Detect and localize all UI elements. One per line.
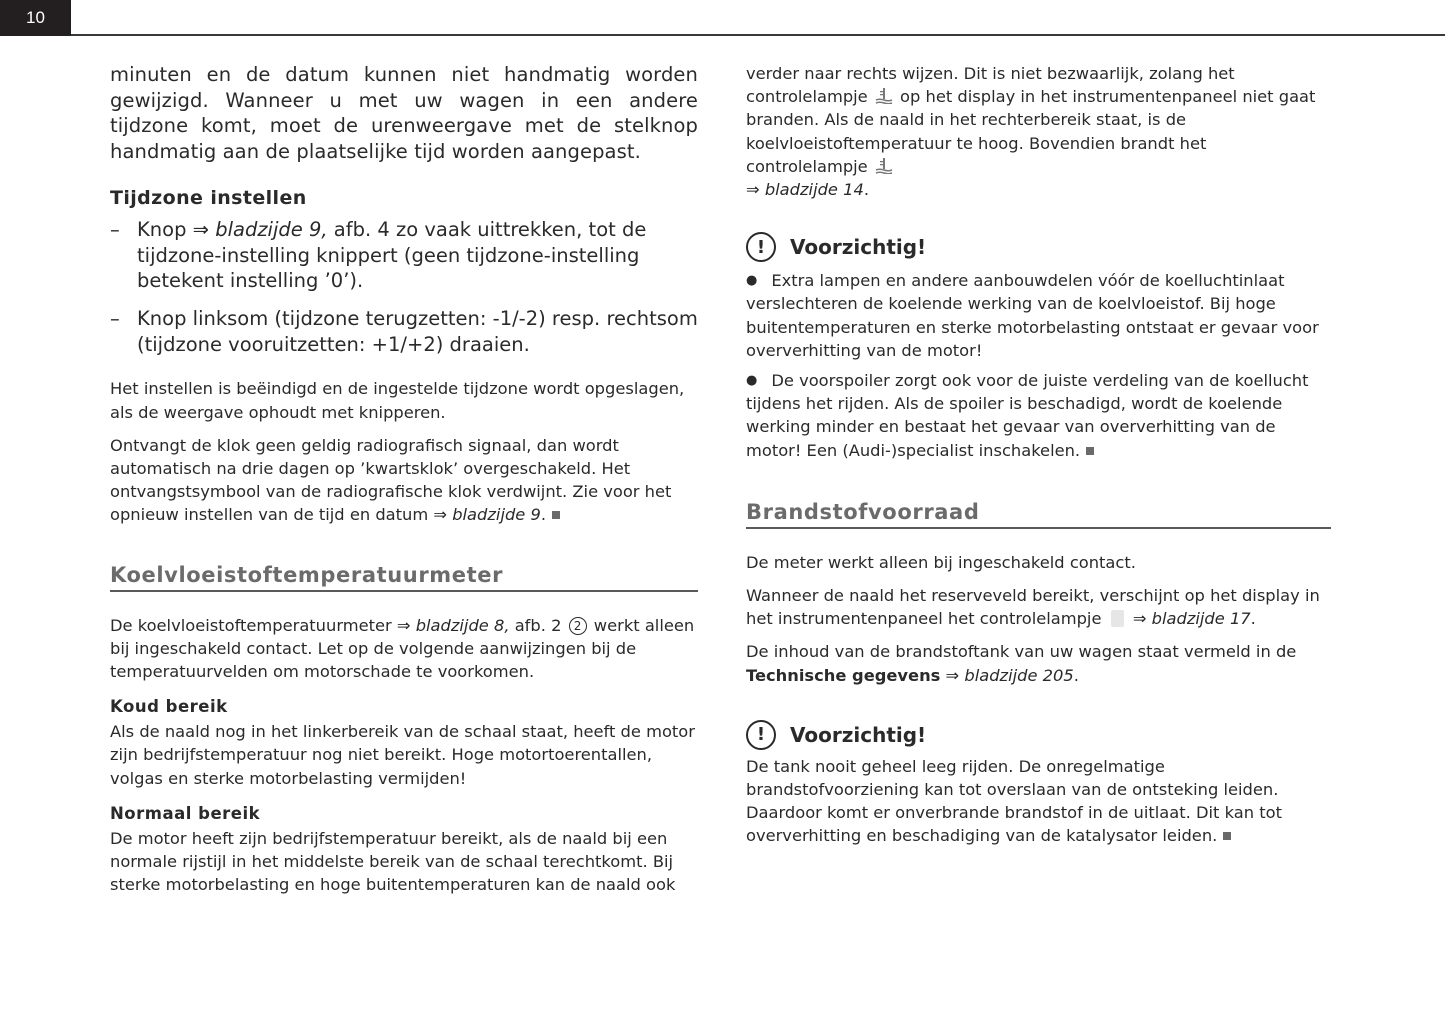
- page-header-rule: [0, 0, 1445, 36]
- section-heading-fuel: Brandstofvoorraad: [746, 500, 1331, 529]
- page-reference-link[interactable]: bladzijde 8,: [415, 615, 510, 635]
- paragraph: De meter werkt alleen bij ingeschakeld contact.: [746, 552, 1136, 572]
- caution-bullet: ● Extra lampen en andere aanbouwdelen vóór de koelluchtinlaat verslechteren de koelende werking van de koelvloeistof. Bij hoge buitentemperaturen en sterke motorbelasting ontstaat er gevaar voor oververhitting van de motor!: [746, 269, 1331, 362]
- warning-exclamation-icon: !: [746, 720, 776, 750]
- right-column: [746, 62, 1331, 848]
- paragraph: Als de naald nog in het linkerbereik van de schaal staat, heeft de motor zijn bedrijfstemperatuur nog niet bereikt. Hoge motortoerentallen, volgas en sterke motorbelasting vermijden!: [110, 722, 695, 788]
- page-reference-link[interactable]: bladzijde 9,: [215, 217, 328, 241]
- step-text: Knop ⇒ bladzijde 9, afb. 4 zo vaak uittrekken, tot de tijdzone-instelling knippert (geen tijdzone-instelling betekent instelling ’0’).: [137, 217, 647, 293]
- end-of-section-marker: [1086, 447, 1094, 455]
- page-reference-link[interactable]: bladzijde 9: [452, 505, 541, 525]
- paragraph: verder naar rechts wijzen. Dit is niet bezwaarlijk, zolang het controlelampje op het display in het instrumentenpaneel niet gaat branden. Als de naald in het rechterbereik staat, is de koelvloeistoftemperatuur te hoog. Bovendien brandt het controlelampje ⇒ bladzijde 14.: [746, 64, 1316, 200]
- coolant-temperature-icon: [875, 88, 893, 104]
- instruction-step: [110, 306, 698, 357]
- page-reference-link[interactable]: bladzijde 14: [764, 180, 864, 200]
- callout-number-icon: 2: [569, 617, 587, 635]
- step-dash: –: [110, 306, 120, 330]
- page-reference-link[interactable]: bladzijde 205: [964, 665, 1074, 685]
- page-number: 10: [0, 0, 71, 36]
- section-heading-coolant: Koelvloeistoftemperatuurmeter: [110, 563, 698, 592]
- instruction-step: [110, 217, 698, 294]
- left-column: [110, 62, 698, 896]
- end-of-section-marker: [552, 511, 560, 519]
- page-reference-link[interactable]: bladzijde 17: [1151, 609, 1251, 629]
- warning-exclamation-icon: !: [746, 232, 776, 262]
- caution-box: [746, 717, 1331, 848]
- subheading-cold: Koud bereik: [110, 697, 228, 717]
- paragraph: Het instellen is beëindigd en de ingestelde tijdzone wordt opgeslagen, als de weergave ophoudt met knipperen.: [110, 379, 685, 422]
- end-of-section-marker: [1223, 832, 1231, 840]
- caution-title-row: [746, 717, 1331, 753]
- paragraph: De koelvloeistoftemperatuurmeter ⇒ bladzijde 8, afb. 2 2 werkt alleen bij ingeschakeld contact. Let op de volgende aanwijzingen bij de temperatuurvelden om motorschade te voorkomen.: [110, 615, 695, 681]
- fuel-pump-icon: [1111, 610, 1124, 627]
- paragraph: De inhoud van de brandstoftank van uw wagen staat vermeld in de Technische gegevens ⇒ bladzijde 205.: [746, 642, 1297, 685]
- caution-title-row: [746, 229, 1331, 265]
- caution-bullet: ● De voorspoiler zorgt ook voor de juiste verdeling van de koellucht tijdens het rijden. Als de spoiler is beschadigd, wordt de koelende werking minder en bestaat het gevaar van oververhitting van de motor! Een (Audi-)specialist inschakelen.: [746, 369, 1331, 462]
- intro-paragraph: minuten en de datum kunnen niet handmatig worden gewijzigd. Wanneer u met uw wagen in een andere tijdzone komt, moet de urenweergave met de stelknop handmatig aan de plaatselijke tijd worden aangepast.: [110, 63, 698, 164]
- paragraph: Wanneer de naald het reserveveld bereikt, verschijnt op het display in het instrumentenpaneel het controlelampje ⇒ bladzijde 17.: [746, 586, 1320, 629]
- paragraph: De motor heeft zijn bedrijfstemperatuur bereikt, als de naald bij een normale rijstijl in het middelste bereik van de schaal terechtkomt. Bij sterke motorbelasting en hoge buitentemperaturen kan de naald ook: [110, 828, 676, 895]
- step-dash: –: [110, 217, 120, 241]
- tijdzone-heading: Tijdzone instellen: [110, 186, 307, 209]
- caution-title: Voorzichtig!: [790, 235, 927, 260]
- paragraph: Ontvangt de klok geen geldig radiografisch signaal, dan wordt automatisch na drie dagen op ’kwartsklok’ overgeschakeld. Het ontvangstsymbool van de radiografische klok verdwijnt. Zie voor het opnieuw instellen van de tijd en datum ⇒ bladzijde 9.: [110, 435, 672, 525]
- caution-text: De tank nooit geheel leeg rijden. De onregelmatige brandstofvoorziening kan tot overslaan van de ontsteking leiden. Daardoor komt er onverbrande brandstof in de uitlaat. Dit kan tot oververhitting en beschadiging van de katalysator leiden.: [746, 756, 1282, 846]
- coolant-temperature-icon: [875, 158, 893, 174]
- caution-title: Voorzichtig!: [790, 722, 927, 747]
- step-text: Knop linksom (tijdzone terugzetten: -1/-2) resp. rechtsom (tijdzone vooruitzetten: +1/+2) draaien.: [137, 306, 698, 356]
- caution-box: [746, 229, 1331, 462]
- bold-term: Technische gegevens: [746, 665, 941, 685]
- subheading-normal: Normaal bereik: [110, 803, 261, 823]
